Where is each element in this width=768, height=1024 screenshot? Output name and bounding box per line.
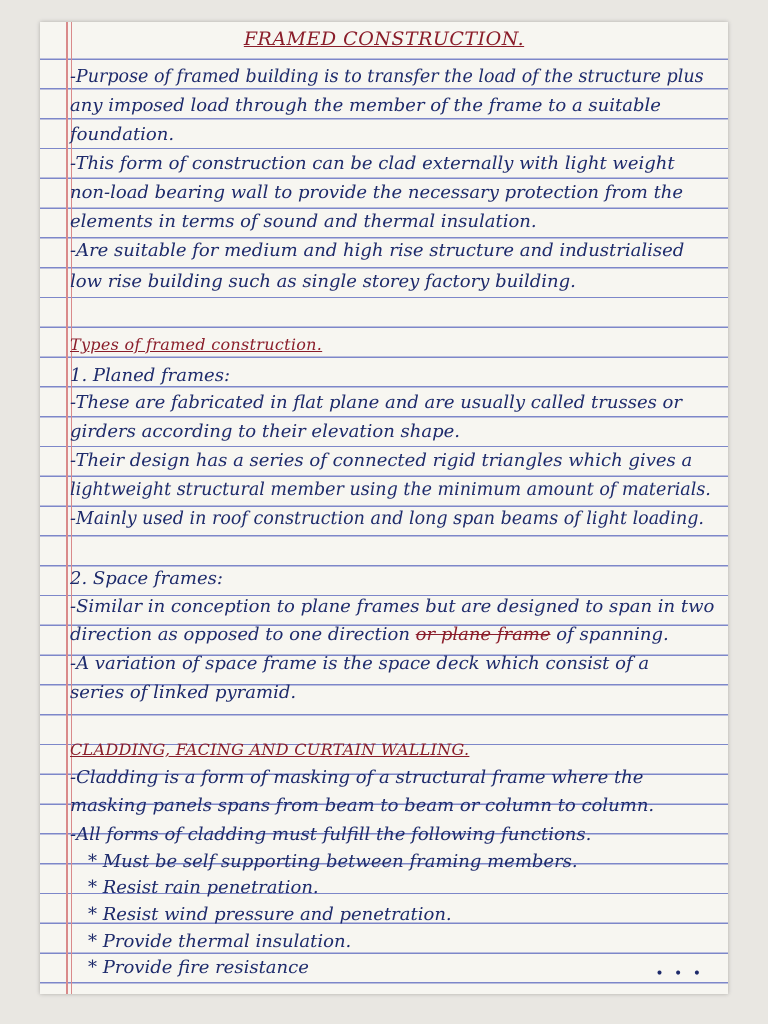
text-line: -Their design has a series of connected rigid triangles which gives a [70, 450, 693, 471]
notebook-page [40, 22, 728, 994]
text-line: non-load bearing wall to provide the necessary protection from the [70, 182, 684, 203]
text-line: -Are suitable for medium and high rise structure and industrialised [70, 240, 685, 261]
text-line: girders according to their elevation shape. [70, 421, 460, 442]
text-line: -Purpose of framed building is to transfer the load of the structure plus [70, 67, 704, 87]
text-line: -A variation of space frame is the space deck which consist of a [70, 653, 650, 674]
bullet-item: * Resist rain penetration. [88, 877, 319, 898]
bullet-item: * Must be self supporting between framing members. [88, 851, 578, 872]
bullet-item: * Resist wind pressure and penetration. [88, 904, 452, 925]
text-line: -Similar in conception to plane frames but are designed to span in two [70, 596, 715, 617]
text-line: -This form of construction can be clad externally with light weight [70, 153, 675, 174]
text-line: low rise building such as single storey factory building. [70, 271, 576, 292]
section-heading-cladding: CLADDING, FACING AND CURTAIN WALLING. [70, 740, 470, 759]
text-line: -All forms of cladding must fulfill the following functions. [70, 824, 592, 845]
section-heading-types: Types of framed construction. [70, 335, 323, 354]
subheading-space: 2. Space frames: [70, 568, 223, 589]
ink-dots: • • • [655, 966, 704, 982]
text-line: lightweight structural member using the minimum amount of materials. [70, 480, 711, 500]
text-line: -Cladding is a form of masking of a structural frame where the [70, 767, 644, 788]
bullet-item: * Provide thermal insulation. [88, 931, 352, 952]
text-line: -Mainly used in roof construction and long span beams of light loading. [70, 509, 704, 529]
strikethrough-text: or plane frame [415, 624, 551, 645]
text-line: foundation. [70, 124, 175, 145]
text-fragment: direction as opposed to one direction [70, 624, 416, 645]
margin-line [66, 22, 68, 994]
text-line: series of linked pyramid. [70, 682, 297, 703]
bullet-item: * Provide fire resistance [88, 957, 309, 978]
subheading-planed: 1. Planed frames: [70, 365, 231, 386]
text-line: masking panels spans from beam to beam or column to column. [70, 795, 655, 816]
text-line: -These are fabricated in flat plane and are usually called trusses or [70, 392, 682, 413]
text-fragment: of spanning. [550, 624, 669, 645]
text-line: elements in terms of sound and thermal insulation. [70, 211, 537, 232]
text-line: any imposed load through the member of the frame to a suitable [70, 95, 661, 116]
page-title: FRAMED CONSTRUCTION. [243, 28, 525, 50]
text-line-strike [70, 624, 720, 646]
